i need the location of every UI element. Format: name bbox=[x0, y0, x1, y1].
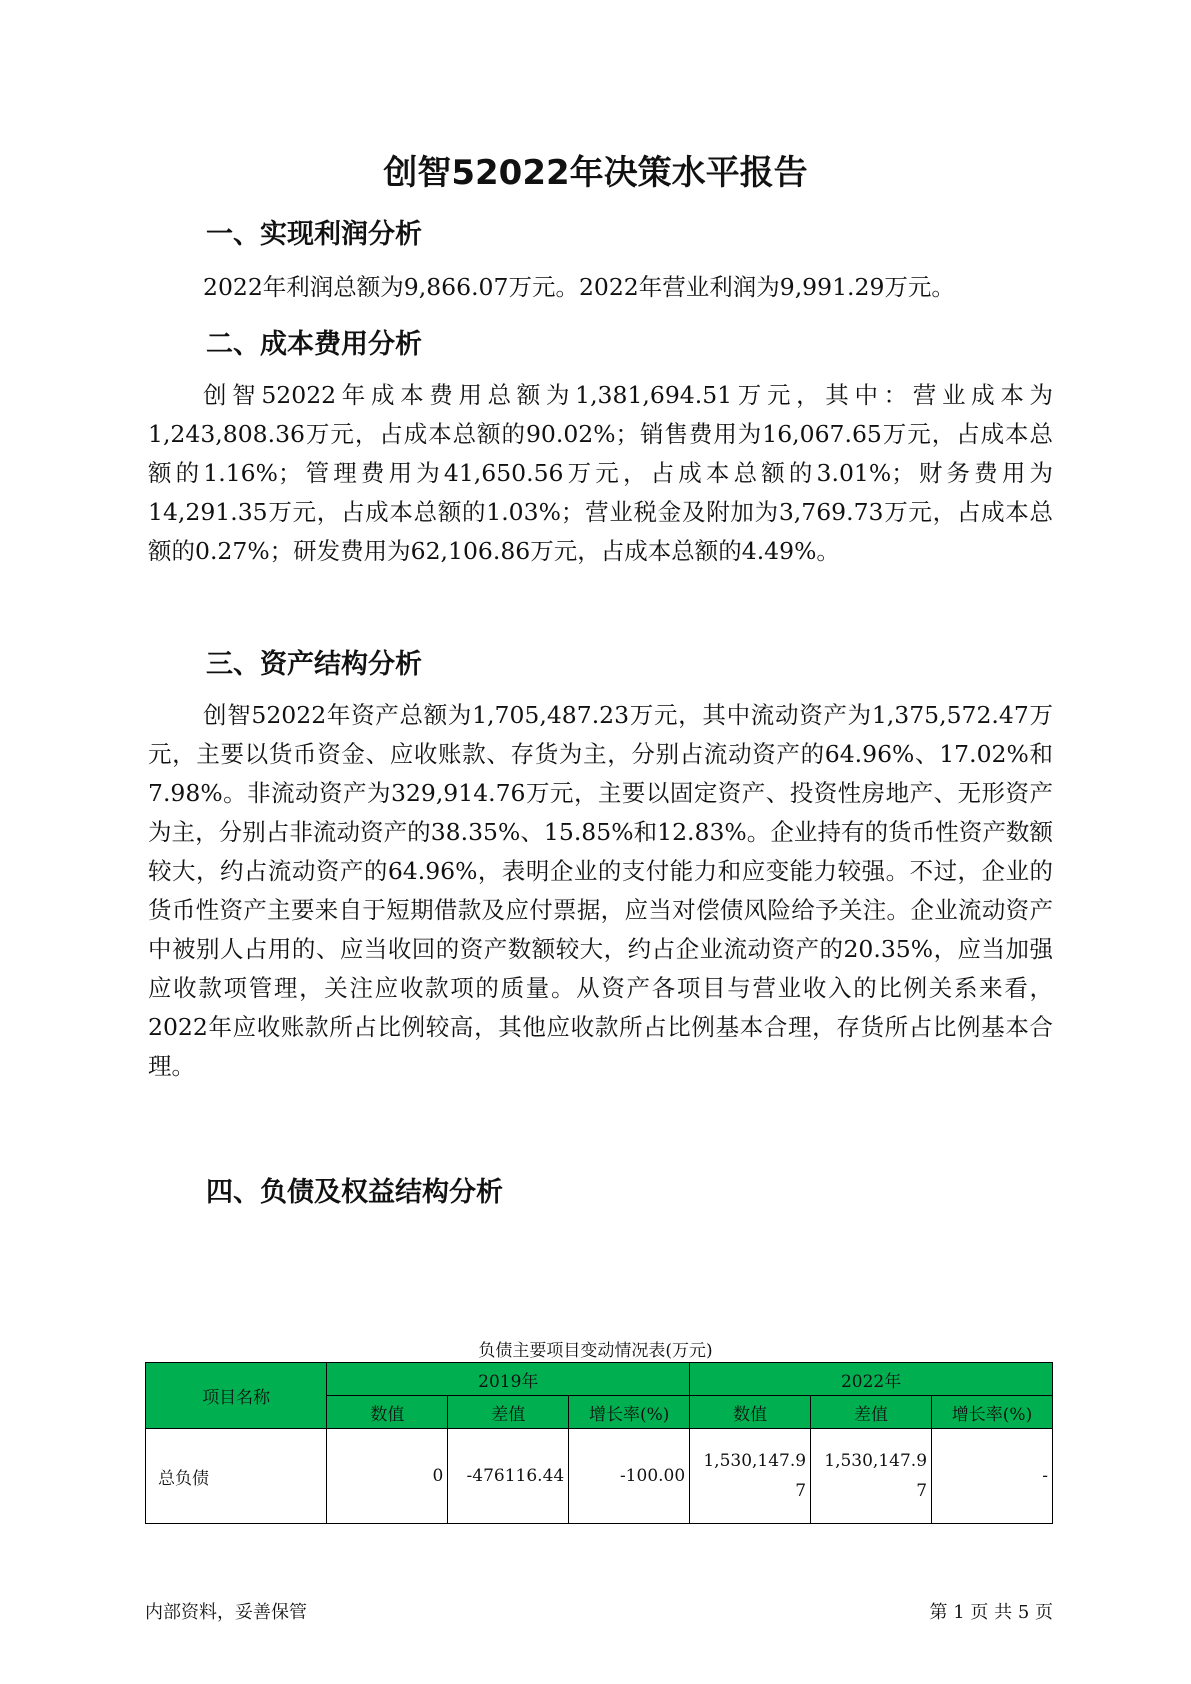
section-body-profit: 2022年利润总额为9,866.07万元。2022年营业利润为9,991.29万元。 bbox=[203, 273, 955, 301]
table-cell: - bbox=[932, 1429, 1053, 1524]
table-cell: -476116.44 bbox=[448, 1429, 569, 1524]
table-header-item-name: 项目名称 bbox=[146, 1363, 327, 1429]
table-cell-name: 总负债 bbox=[146, 1429, 327, 1524]
table-cell: 1,530,147.97 bbox=[690, 1429, 811, 1524]
table-caption: 负债主要项目变动情况表(万元) bbox=[478, 1341, 713, 1361]
table-row bbox=[146, 1429, 1053, 1524]
table-subheader-value: 数值 bbox=[690, 1396, 811, 1429]
section-body-cost: 创智52022年成本费用总额为1,381,694.51万元，其中：营业成本为1,243,808.36万元，占成本总额的90.02%；销售费用为16,067.65万元，占成本总额的1.16%；管理费用为41,650.56万元，占成本总额的3.01%；财务费用为14,291.35万元，占成本总额的1.03%；营业税金及附加为3,769.73万元，占成本总额的0.27%；研发费用为62,106.86万元，占成本总额的4.49%。 bbox=[148, 381, 1053, 565]
section-heading-cost: 二、成本费用分析 bbox=[206, 329, 422, 360]
table-subheader-growth: 增长率(%) bbox=[569, 1396, 690, 1429]
footer-confidential-note: 内部资料，妥善保管 bbox=[145, 1602, 307, 1623]
liabilities-table bbox=[145, 1362, 1053, 1524]
section-heading-assets: 三、资产结构分析 bbox=[206, 649, 422, 680]
table-cell: 0 bbox=[327, 1429, 448, 1524]
footer-page-number: 第 1 页 共 5 页 bbox=[929, 1602, 1053, 1623]
section-heading-liabilities: 四、负债及权益结构分析 bbox=[206, 1177, 503, 1208]
table-cell: -100.00 bbox=[569, 1429, 690, 1524]
table-subheader-growth: 增长率(%) bbox=[932, 1396, 1053, 1429]
table-subheader-diff: 差值 bbox=[811, 1396, 932, 1429]
table-header-year-2022: 2022年 bbox=[690, 1363, 1053, 1396]
section-heading-profit: 一、实现利润分析 bbox=[206, 219, 422, 250]
table-subheader-value: 数值 bbox=[327, 1396, 448, 1429]
table-subheader-diff: 差值 bbox=[448, 1396, 569, 1429]
document-title: 创智52022年决策水平报告 bbox=[383, 153, 808, 193]
table-header-year-2019: 2019年 bbox=[327, 1363, 690, 1396]
table-cell: 1,530,147.97 bbox=[811, 1429, 932, 1524]
section-body-assets: 创智52022年资产总额为1,705,487.23万元，其中流动资产为1,375,572.47万元，主要以货币资金、应收账款、存货为主，分别占流动资产的64.96%、17.02%和7.98%。非流动资产为329,914.76万元，主要以固定资产、投资性房地产、无形资产为主，分别占非流动资产的38.35%、15.85%和12.83%。企业持有的货币性资产数额较大，约占流动资产的64.96%，表明企业的支付能力和应变能力较强。不过，企业的货币性资产主要来自于短期借款及应付票据，应当对偿债风险给予关注。企业流动资产中被别人占用的、应当收回的资产数额较大，约占企业流动资产的20.35%，应当加强应收款项管理，关注应收款项的质量。从资产各项目与营业收入的比例关系来看，2022年应收账款所占比例较高，其他应收款所占比例基本合理，存货所占比例基本合理。 bbox=[148, 701, 1053, 1080]
